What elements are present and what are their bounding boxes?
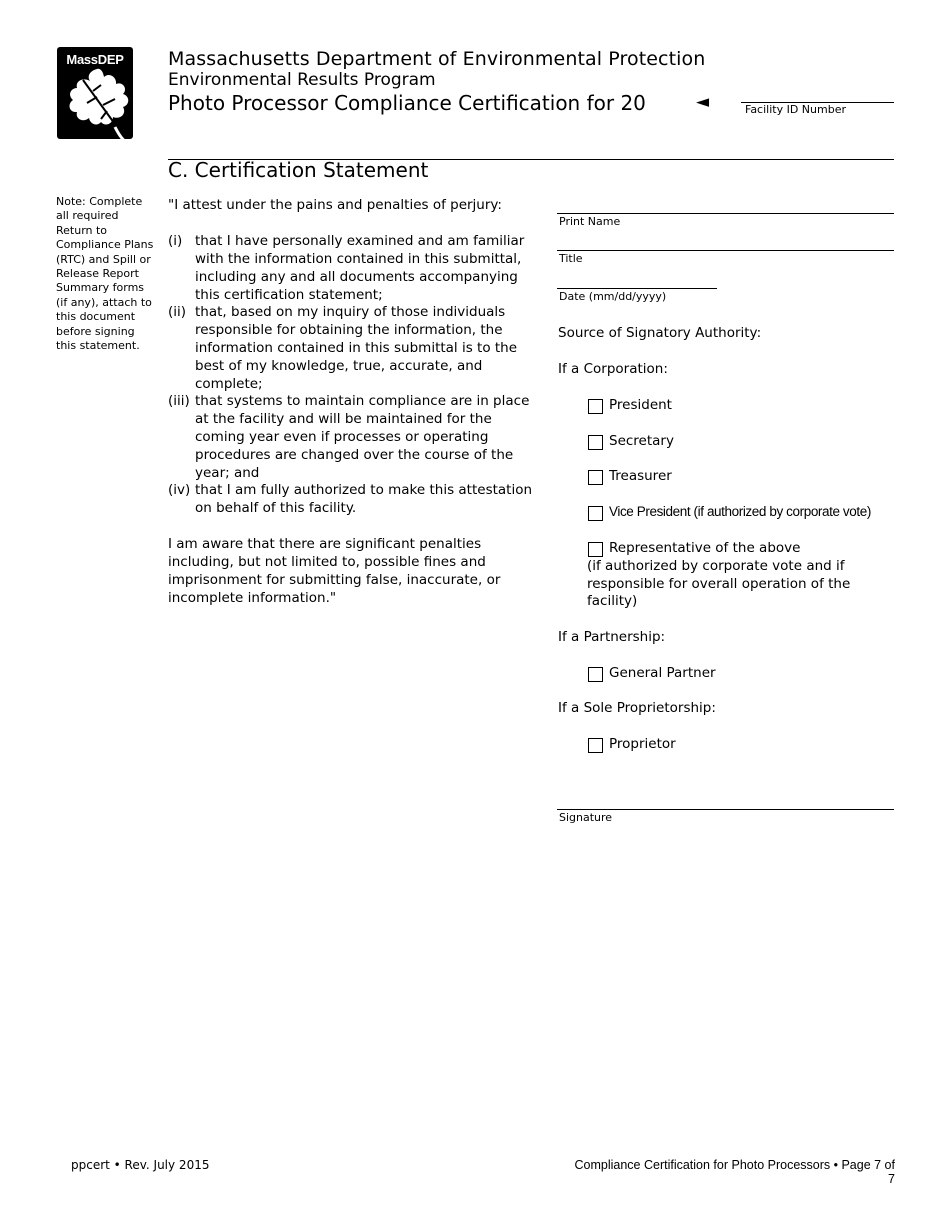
item-text: that I am fully authorized to make this attestation on behalf of this facility. (195, 482, 533, 516)
vice-president-checkbox[interactable] (588, 506, 603, 521)
partnership-heading: If a Partnership: (558, 629, 666, 645)
statement-intro: "I attest under the pains and penalties of perjury: (168, 197, 502, 213)
title-input[interactable] (557, 250, 894, 251)
item-number: (ii) (168, 304, 187, 320)
logo-text: MassDEP (66, 52, 124, 67)
title-label: Title (559, 252, 583, 265)
representative-checkbox[interactable] (588, 542, 603, 557)
arrow-left-icon: ◄ (696, 92, 710, 112)
statement-closing: I am aware that there are significant penalties including, but not limited to, possible fines and imprisonment for submitting false, inaccurate, or incomplete information." (168, 536, 501, 606)
item-text: that I have personally examined and am familiar with the information contained in this submittal, including any and all documents accompanying this certification statement; (195, 233, 525, 303)
item-text: that, based on my inquiry of those individuals responsible for obtaining the information, the information contained in this submittal is to the best of my knowledge, true, accurate, and complete; (195, 304, 518, 392)
president-checkbox[interactable] (588, 399, 603, 414)
signature-input[interactable] (557, 809, 894, 810)
item-number: (iv) (168, 482, 191, 498)
treasurer-label: Treasurer (609, 468, 672, 484)
general-partner-checkbox[interactable] (588, 667, 603, 682)
treasurer-checkbox[interactable] (588, 470, 603, 485)
date-label: Date (mm/dd/yyyy) (559, 290, 667, 303)
proprietor-checkbox[interactable] (588, 738, 603, 753)
secretary-checkbox[interactable] (588, 435, 603, 450)
print-name-label: Print Name (559, 215, 621, 228)
representative-note: (if authorized by corporate vote and if responsible for overall operation of the facility) (587, 558, 851, 609)
proprietor-label: Proprietor (609, 736, 676, 752)
statement-item (168, 303, 538, 393)
oak-leaf-icon (57, 47, 137, 149)
print-name-input[interactable] (557, 213, 894, 214)
sole-proprietorship-heading: If a Sole Proprietorship: (558, 700, 716, 716)
secretary-label: Secretary (609, 433, 674, 449)
facility-id-label: Facility ID Number (745, 103, 846, 116)
signature-label: Signature (559, 811, 613, 824)
massdep-logo (57, 47, 133, 147)
statement-item (168, 392, 538, 482)
agency-name: Massachusetts Department of Environmental Protection (168, 48, 706, 70)
item-number: (i) (168, 233, 183, 249)
footer-revision: ppcert • Rev. July 2015 (71, 1158, 210, 1172)
date-input[interactable] (557, 288, 717, 289)
side-note: Note: Complete all required Return to Compliance Plans (RTC) and Spill or Release Report Summary forms (if any), attach to this document before signing this statement. (56, 195, 154, 353)
representative-label: Representative of the above (609, 540, 801, 556)
general-partner-label: General Partner (609, 665, 716, 681)
item-text: that systems to maintain compliance are in place at the facility and will be maintained for the coming year even if processes or operating procedures are changed over the course of the year; and (195, 393, 530, 481)
statement-item (168, 481, 538, 517)
program-name: Environmental Results Program (168, 70, 436, 90)
form-title: Photo Processor Compliance Certification for 20 (168, 91, 646, 115)
item-number: (iii) (168, 393, 190, 409)
corporation-heading: If a Corporation: (558, 361, 668, 377)
footer-page-info: Compliance Certification for Photo Processors • Page 7 of 7 (574, 1158, 895, 1186)
vice-president-label: Vice President (if authorized by corporate vote) (609, 504, 871, 519)
authority-heading: Source of Signatory Authority: (558, 325, 762, 341)
statement-item (168, 232, 538, 304)
president-label: President (609, 397, 672, 413)
section-title: C. Certification Statement (168, 158, 429, 182)
